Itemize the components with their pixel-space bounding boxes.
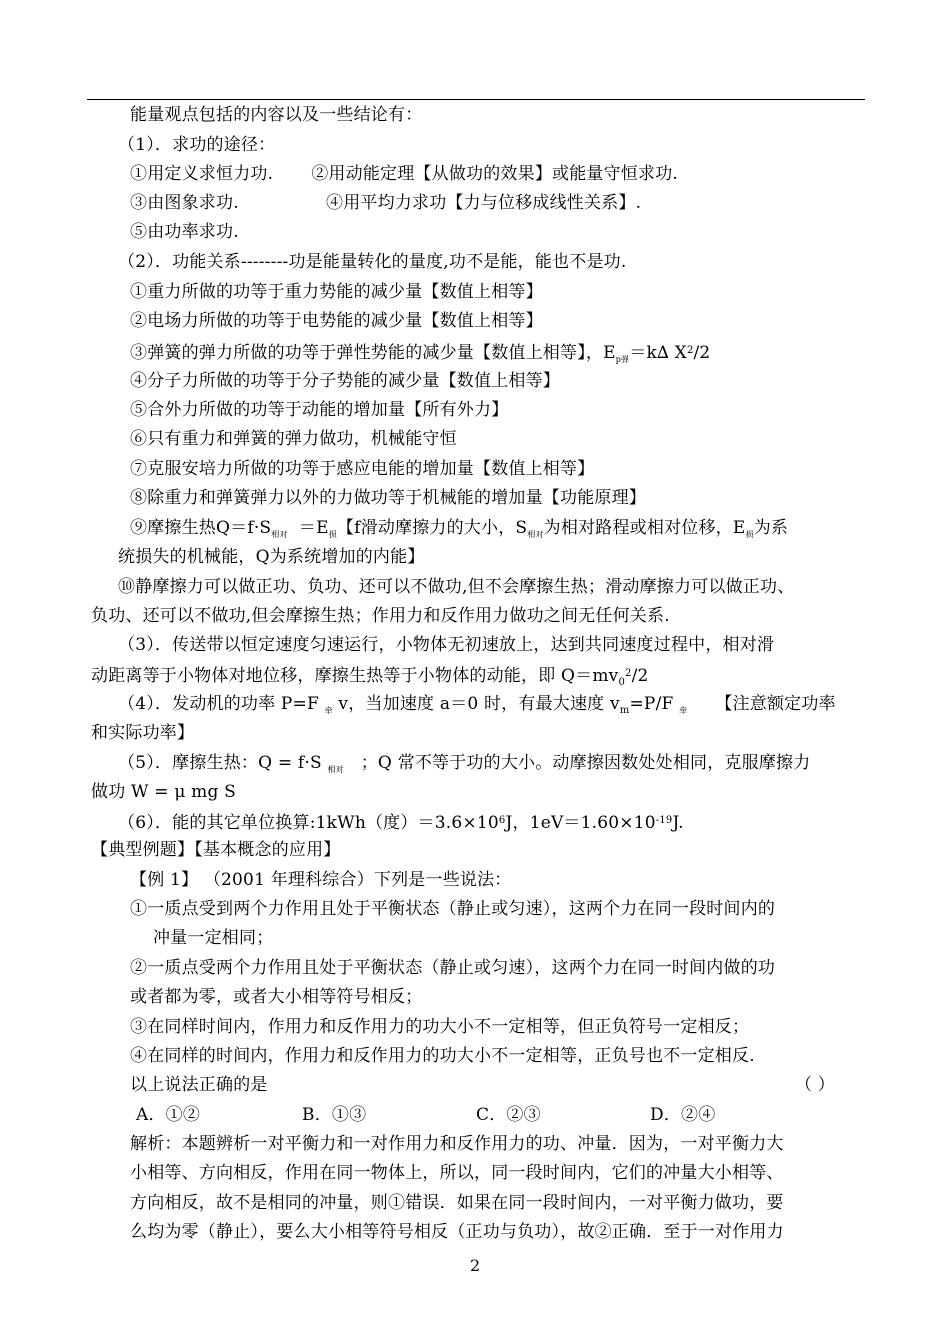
relation-3 bbox=[130, 340, 710, 371]
statement-1-line1: ①一质点受到两个力作用且处于平衡状态（静止或匀速），这两个力在同一段时间内的 bbox=[130, 899, 776, 919]
sec6-line bbox=[118, 810, 684, 834]
sec4-b: v，当加速度 a＝0 时，有最大速度 v bbox=[338, 694, 620, 714]
statement-2-line1: ②一质点受两个力作用且处于平衡状态（静止或匀速），这两个力在同一时间内做的功 bbox=[130, 958, 776, 978]
relation-5: ⑤合外力所做的功等于动能的增加量【所有外力】 bbox=[130, 400, 509, 420]
statement-1-line2: 冲量一定相同； bbox=[153, 928, 274, 948]
sec4-sub3: 牵 bbox=[679, 706, 688, 715]
relation-9-e: 为系 bbox=[753, 518, 789, 538]
example-title: 【例 1】 （2001 年理科综合）下列是一些说法： bbox=[130, 870, 512, 890]
relation-6: ⑥只有重力和弹簧的弹力做功，机械能守恒 bbox=[130, 429, 457, 449]
sec4-c: =P/F bbox=[629, 694, 674, 714]
sec5-a: （5）．摩擦生热：Q = f·S bbox=[118, 753, 322, 773]
sec4-sub2: m bbox=[619, 705, 630, 716]
analysis-line-1: 解析：本题辨析一对平衡力和一对作用力和反作用力的功、冲量．因为，一对平衡力大 bbox=[130, 1134, 784, 1154]
option-d: D．②④ bbox=[650, 1105, 716, 1125]
sec4-a: （4）．发动机的功率 P=F bbox=[118, 694, 319, 714]
sec6-c: J. bbox=[672, 813, 684, 833]
sec5-line2: 做功 W = μ mg S bbox=[91, 782, 237, 802]
relation-9-b: ＝E bbox=[298, 518, 329, 538]
section-heading: 【典型例题】【基本概念的应用】 bbox=[91, 840, 341, 860]
analysis-line-4: 么均为零（静止），要么大小相等符号相反（正功与负功），故②正确．至于一对作用力 bbox=[130, 1222, 784, 1242]
relation-9 bbox=[130, 517, 788, 546]
header-rule bbox=[87, 99, 865, 100]
method-4: ④用平均力求功【力与位移成线性关系】. bbox=[326, 193, 642, 213]
intro-line: 能量观点包括的内容以及一些结论有： bbox=[130, 105, 423, 125]
sec4-d: 【注意额定功率 bbox=[715, 694, 836, 714]
relation-9-sub3: 相对 bbox=[527, 530, 544, 539]
relation-10-line2: 负功、还可以不做功,但会摩擦生热；作用力和反作用力做功之间无任何关系. bbox=[91, 606, 670, 626]
relation-9-c: 【f滑动摩擦力的大小，S bbox=[336, 518, 528, 538]
statement-2-line2: 或者都为零，或者大小相等符号相反； bbox=[130, 987, 423, 1007]
sec3-tail: /2 bbox=[631, 666, 649, 686]
sec4-line1 bbox=[118, 693, 836, 722]
relation-3-text: ③弹簧的弹力所做的功等于弹性势能的减少量【数值上相等】，E bbox=[130, 343, 616, 363]
option-a: A．①② bbox=[136, 1105, 201, 1125]
relation-9-a: ⑨摩擦生热Q＝f·S bbox=[130, 518, 272, 538]
sec5-line1 bbox=[118, 752, 810, 781]
option-b: B．①③ bbox=[302, 1105, 367, 1125]
sec3-line1: （3）．传送带以恒定速度匀速运行，小物体无初速放上，达到共同速度过程中，相对滑 bbox=[118, 635, 775, 655]
sec5-b: ；Q 常不等于功的大小。动摩擦因数处处相同，克服摩擦力 bbox=[360, 753, 811, 773]
sec5-sub1: 相对 bbox=[327, 765, 344, 774]
option-c: C．②③ bbox=[476, 1105, 541, 1125]
method-2: ②用动能定理【从做功的效果】或能量守恒求功. bbox=[311, 164, 679, 184]
method-line-2 bbox=[130, 192, 641, 214]
method-5: ⑤由功率求功. bbox=[130, 222, 239, 242]
sec6-exp1: 6 bbox=[498, 815, 506, 826]
relation-3-tail: /2 bbox=[693, 343, 711, 363]
relation-3-eq: ＝k∆ X bbox=[629, 343, 687, 363]
relation-9-sub4: 损 bbox=[745, 530, 754, 539]
analysis-line-3: 方向相反，故不是相同的冲量，则①错误．如果在同一段时间内，一对平衡力做功，要 bbox=[130, 1193, 784, 1213]
page-number: 2 bbox=[470, 1256, 481, 1275]
sec3-line2-text: 动距离等于小物体对地位移，摩擦生热等于小物体的动能，即 Q＝mv bbox=[91, 666, 619, 686]
sec6-b: J，1eV＝1.60×10 bbox=[505, 813, 656, 833]
sec4-line2: 和实际功率】 bbox=[91, 723, 195, 743]
method-line-1 bbox=[130, 163, 678, 185]
method-1: ①用定义求恒力功. bbox=[130, 164, 274, 184]
relation-9-sub1: 相对 bbox=[271, 530, 288, 539]
relation-1: ①重力所做的功等于重力势能的减少量【数值上相等】 bbox=[130, 282, 543, 302]
method-3: ③由图象求功. bbox=[130, 193, 239, 213]
sec6-a: （6）．能的其它单位换算:1kWh（度）＝3.6×10 bbox=[118, 813, 499, 833]
sec6-exp2: -19 bbox=[655, 815, 673, 826]
sec1-title: （1）．求功的途径： bbox=[118, 135, 276, 155]
relation-9-d: 为相对路程或相对位移，E bbox=[543, 518, 746, 538]
analysis-line-2: 小相等、方向相反，作用在同一物体上，所以，同一段时间内，它们的冲量大小相等、 bbox=[130, 1163, 784, 1183]
sec3-exp: 2 bbox=[625, 668, 632, 679]
relation-3-sub: p弹 bbox=[615, 355, 630, 364]
relation-3-exp: 2 bbox=[686, 345, 694, 356]
sec2-title: （2）．功能关系--------功是能量转化的量度,功不是能，能也不是功. bbox=[118, 252, 627, 272]
sec4-sub1: 牵 bbox=[324, 706, 333, 715]
relation-9-line2: 统损失的机械能，Q为系统增加的内能】 bbox=[118, 547, 425, 567]
answer-bracket: （ ） bbox=[795, 1075, 836, 1095]
statement-4: ④在同样的时间内，作用力和反作用力的功大小不一定相等，正负号也不一定相反. bbox=[130, 1046, 755, 1066]
relation-2: ②电场力所做的功等于电势能的减少量【数值上相等】 bbox=[130, 311, 543, 331]
sec3-sub: 0 bbox=[618, 677, 626, 688]
relation-10-line1: ⑩静摩擦力可以做正功、负功、还可以不做功,但不会摩擦生热；滑动摩擦力可以做正功、 bbox=[118, 577, 795, 597]
statement-3: ③在同样时间内，作用力和反作用力的功大小不一定相等，但正负符号一定相反； bbox=[130, 1017, 750, 1037]
relation-8: ⑧除重力和弹簧弹力以外的力做功等于机械能的增加量【功能原理】 bbox=[130, 488, 646, 508]
relation-9-sub2: 损 bbox=[328, 530, 337, 539]
sec3-line2 bbox=[91, 663, 649, 694]
relation-7: ⑦克服安培力所做的功等于感应电能的增加量【数值上相等】 bbox=[130, 459, 595, 479]
relation-4: ④分子力所做的功等于分子势能的减少量【数值上相等】 bbox=[130, 371, 560, 391]
question-line: 以上说法正确的是 bbox=[130, 1075, 268, 1095]
